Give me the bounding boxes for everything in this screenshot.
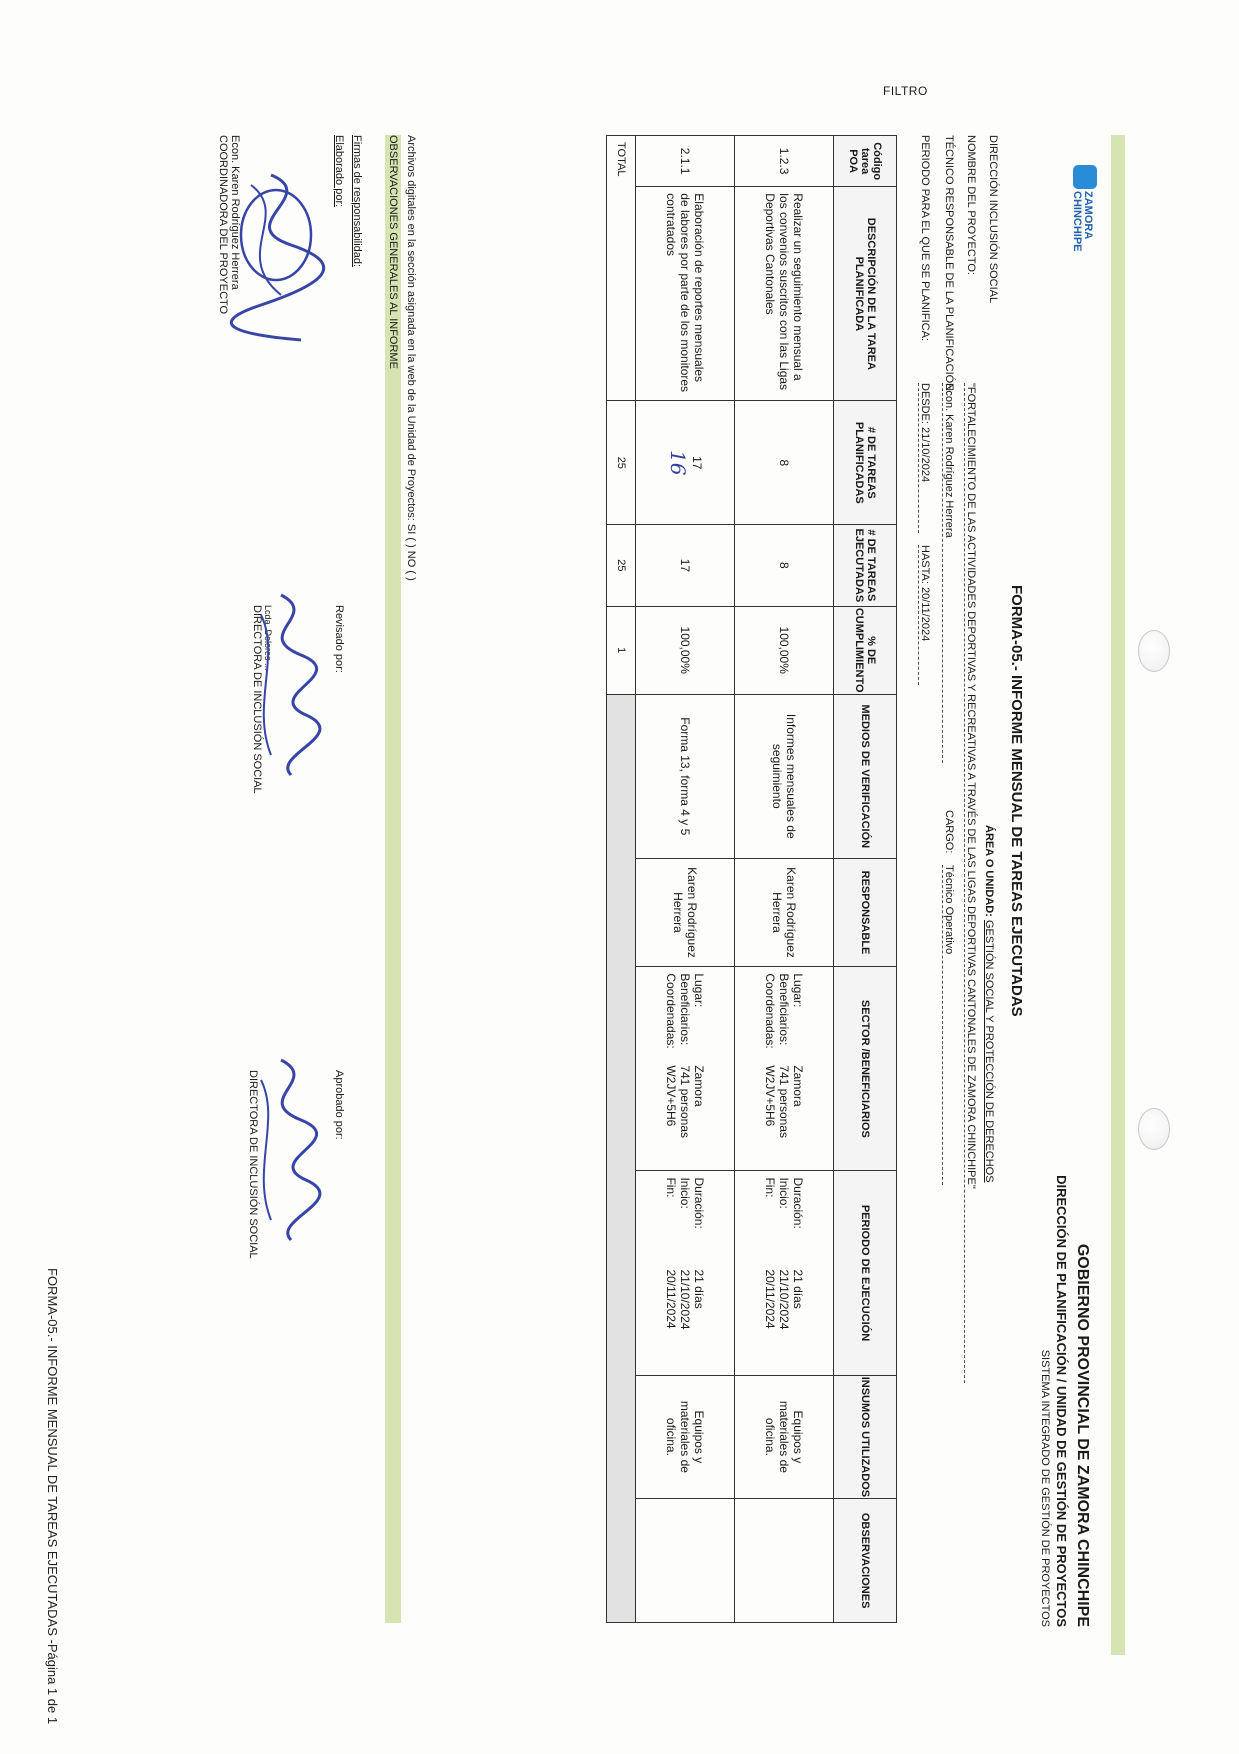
cell-beneficiaries <box>735 967 834 1171</box>
cell-code: 1.2.3 <box>735 136 834 187</box>
cell-responsible: Karen Rodríguez Herrera <box>636 858 735 967</box>
benef-value: 741 personas <box>678 1065 692 1139</box>
col-code: Código tarea POA <box>834 136 897 187</box>
cell-description: Realizar un seguimiento mensual a los convenios suscritos con las Ligas Deportivas Cantonales <box>735 187 834 401</box>
elaborado-role: COORDINADORA DEL PROYECTO <box>217 135 229 315</box>
col-executed: # DE TAREAS EJECUTADAS <box>834 525 897 606</box>
planned-value: 17 <box>690 456 704 470</box>
lugar-label: Lugar: <box>692 973 706 1008</box>
coord-value: W2JV+5H6 <box>664 1065 678 1127</box>
cell-compliance: 100,00% <box>735 606 834 694</box>
elaborado-label: Elaborado por: <box>333 135 345 208</box>
dur-label: Duración: <box>692 1177 706 1229</box>
cell-observations <box>735 1499 834 1623</box>
lugar-label: Lugar: <box>791 973 805 1008</box>
cell-verification: Informes mensuales de seguimiento <box>735 694 834 858</box>
period-label: PERIODO PARA EL QUE SE PLANIFICA: <box>919 135 931 342</box>
revisado-signature-mark <box>241 585 331 785</box>
total-shaded <box>607 694 636 1622</box>
cell-responsible: Karen Rodríguez Herrera <box>735 858 834 967</box>
fin-value: 20/11/2024 <box>664 1269 678 1329</box>
table-header-row <box>834 136 897 1623</box>
cell-verification: Forma 13, forma 4 y 5 <box>636 694 735 858</box>
cell-supplies: Equipos y materiales de oficina. <box>636 1375 735 1499</box>
coord-label: Coordenadas: <box>664 973 678 1049</box>
punch-hole-top <box>1138 630 1170 672</box>
elaborado-signature-mark <box>221 165 331 345</box>
cell-observations <box>636 1499 735 1623</box>
tasks-table <box>606 135 897 1623</box>
tech-value: Econ. Karen Rodríguez Herrera <box>942 383 955 763</box>
total-row <box>607 136 636 1623</box>
coord-label: Coordenadas: <box>763 973 777 1049</box>
revisado-label: Revisado por: <box>333 605 345 673</box>
total-compliance: 1 <box>607 606 636 694</box>
cell-period <box>735 1171 834 1375</box>
revisado-role: DIRECTORA DE INCLUSIÓN SOCIAL <box>251 605 263 794</box>
cell-description: Elaboración de reportes mensuales de labores por parte de los monitores contratados <box>636 187 735 401</box>
dur-value: 21 días <box>692 1269 706 1309</box>
fin-value: 20/11/2024 <box>763 1269 777 1329</box>
lugar-value: Zamora <box>692 1065 706 1107</box>
cargo-label: CARGO: <box>943 810 955 854</box>
table-row <box>735 136 834 1623</box>
handwritten-note: 16 <box>666 450 690 476</box>
col-beneficiaries: SECTOR /BENEFICIARIOS <box>834 967 897 1171</box>
project-value: "FORTALECIMIENTO DE LAS ACTIVIDADES DEPORTIVAS Y RECREATIVAS A TRAVÉS DE LAS LIGAS DEPORTIVAS CANTONALES DE ZAMORA CHINCHIPE" <box>964 383 977 1383</box>
period-from: DESDE: 21/10/2024 <box>918 383 931 533</box>
col-description: DESCRIPCIÓN DE LA TAREA PLANIFICADA <box>834 187 897 401</box>
total-executed: 25 <box>607 525 636 606</box>
total-label: TOTAL <box>607 136 636 401</box>
observations-title: OBSERVACIONES GENERALES AL INFORME <box>387 135 399 369</box>
area-label: ÁREA O UNIDAD: <box>983 825 995 917</box>
aprobado-label: Aprobado por: <box>333 1070 345 1140</box>
revisado-name: Lcda. Dolores ... <box>263 605 273 671</box>
fin-label: Fin: <box>664 1177 678 1198</box>
table-row <box>636 136 735 1623</box>
aprobado-role: DIRECTORA DE INCLUSIÓN SOCIAL <box>247 1070 259 1259</box>
punch-hole-bottom <box>1138 1108 1170 1150</box>
col-planned: # DE TAREAS PLANIFICADAS <box>834 401 897 525</box>
logo <box>1041 165 1097 255</box>
gov-subtitle: DIRECCIÓN DE PLANIFICACIÓN / UNIDAD DE GESTIÓN DE PROYECTOS <box>1054 1175 1069 1627</box>
cell-beneficiaries <box>636 967 735 1171</box>
benef-label: Beneficiarios: <box>777 973 791 1046</box>
signature-elaborado <box>217 135 345 314</box>
elaborado-name: Econ. Karen Rodríguez Herrera <box>229 135 241 290</box>
archives-note: Archivos digitales en la sección asignada en la web de la Unidad de Proyectos: SI ( ) NO ( ) <box>405 135 417 581</box>
benef-value: 741 personas <box>777 1065 791 1139</box>
gov-title: GOBIERNO PROVINCIAL DE ZAMORA CHINCHIPE <box>1074 1243 1091 1627</box>
signature-aprobado <box>247 1070 345 1259</box>
cell-planned <box>636 401 735 525</box>
col-supplies: INSUMOS UTILIZADOS <box>834 1375 897 1499</box>
period-to: HASTA: 20/11/2024 <box>918 545 931 685</box>
signatures-title: Firmas de responsabilidad: <box>351 135 363 268</box>
logo-text-bottom: CHINCHIPE <box>1071 191 1083 252</box>
col-period: PERIODO DE EJECUCIÓN <box>834 1171 897 1375</box>
project-label: NOMBRE DEL PROYECTO: <box>965 135 977 275</box>
coord-value: W2JV+5H6 <box>763 1065 777 1127</box>
tech-label: TÉCNICO RESPONSABLE DE LA PLANIFICACIÓN: <box>943 135 955 395</box>
total-planned: 25 <box>607 401 636 525</box>
logo-text-top: ZAMORA <box>1082 191 1094 240</box>
ini-label: Inicio: <box>678 1177 692 1209</box>
ini-value: 21/10/2024 <box>678 1269 692 1330</box>
signature-revisado <box>251 605 345 794</box>
header-green-bar <box>1111 135 1125 1655</box>
cell-executed: 17 <box>636 525 735 606</box>
logo-mark-icon <box>1073 165 1097 189</box>
gov-system: SISTEMA INTEGRADO DE GESTIÓN DE PROYECTOS <box>1039 1349 1051 1627</box>
lugar-value: Zamora <box>791 1065 805 1107</box>
cell-planned: 8 <box>735 401 834 525</box>
cell-period <box>636 1171 735 1375</box>
form-title: FORMA-05.- INFORME MENSUAL DE TAREAS EJECUTADAS <box>1008 585 1025 1017</box>
fin-label: Fin: <box>763 1177 777 1198</box>
area-row <box>983 825 995 1183</box>
cell-code: 2.1.1 <box>636 136 735 187</box>
cell-executed: 8 <box>735 525 834 606</box>
col-compliance: % DE CUMPLIMIENTO <box>834 606 897 694</box>
ini-label: Inicio: <box>777 1177 791 1209</box>
cargo-value: Técnico Operativo <box>942 865 955 1185</box>
direction-label: DIRECCIÓN INCLUSIÓN SOCIAL <box>987 135 999 304</box>
cell-supplies: Equipos y materiales de oficina. <box>735 1375 834 1499</box>
rotated-form-sheet <box>65 65 1125 1645</box>
benef-label: Beneficiarios: <box>678 973 692 1046</box>
page-footer: FORMA-05.- INFORME MENSUAL DE TAREAS EJECUTADAS -Página 1 de 1 <box>45 1268 60 1725</box>
aprobado-signature-mark <box>241 1050 331 1250</box>
cell-compliance: 100,00% <box>636 606 735 694</box>
area-value: GESTIÓN SOCIAL Y PROTECCIÓN DE DERECHOS <box>983 919 995 1183</box>
dur-value: 21 días <box>791 1269 805 1309</box>
ini-value: 21/10/2024 <box>777 1269 791 1330</box>
col-verification: MEDIOS DE VERIFICACIÓN <box>834 694 897 858</box>
dur-label: Duración: <box>791 1177 805 1229</box>
filter-label: FILTRO <box>883 84 928 98</box>
col-responsible: RESPONSABLE <box>834 858 897 967</box>
col-observations: OBSERVACIONES <box>834 1499 897 1623</box>
